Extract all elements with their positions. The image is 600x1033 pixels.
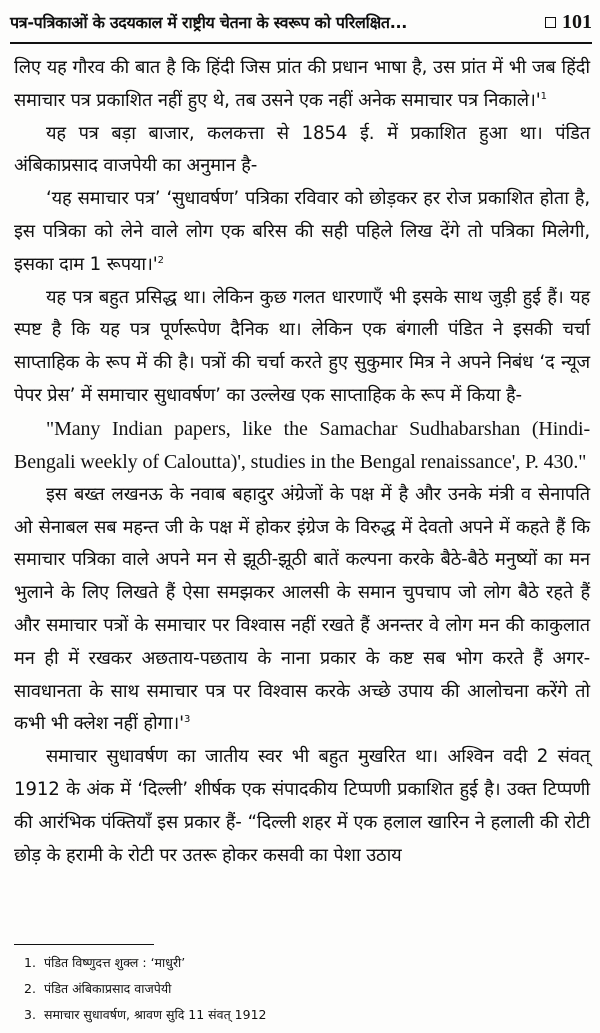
footnote-marker: 1: [540, 90, 547, 102]
paragraph-text: इस बख्त लखनऊ के नवाब बहादुर अंग्रेजों के पक्ष में है और उनके मंत्री व सेनापति ओ सेनाबल सब महन्त जी के पक्ष में होकर इंग्रेज के विरुद्ध में देवतो अपने में कहते हैं कि समाचार पत्रिका वाले अपने मन से झूठी-झूठी बातें कल्पना करके बैठे-बैठे मनुष्यों का मन भुलाने के लिए लिखते हैं ऐसा समझकर आलसी के समान चुपचाप जो लोग बैठे रहते हैं और समाचार पत्रों के समाचार पर विश्वास नहीं रखते हैं अनन्तर वे लोग मन की काकुलात मन ही में रखकर अछताय-पछताय के नाना प्रकार के कष्ट सब भोग करते हैं अगर-सावधानता के साथ समाचार पत्र पर विश्वास करके अच्छे उपाय की आलोचना करेंगे तो कभी भी क्लेश नहीं होगा।': [14, 483, 590, 735]
footnote-text: पंडित अंबिकाप्रसाद वाजपेयी: [44, 981, 172, 996]
paragraph-text: समाचार सुधावर्षण का जातीय स्वर भी बहुत मुखरित था। अश्विन वदी 2 संवत् 1912 के अंक में ‘दिल्ली’ शीर्षक एक संपादकीय टिप्पणी प्रकाशित हुई है। उक्त टिप्पणी की आरंभिक पंक्तियाँ इस प्रकार हैं- “दिल्ली शहर में एक हलाल खारिन ने हलाली की रोटी छोड़ के हरामी के रोटी पर उतरू होकर कसवी का पेशा उठाय: [14, 746, 590, 866]
paragraph-text: यह पत्र बड़ा बाजार, कलकत्ता से 1854 ई. में प्रकाशित हुआ था। पंडित अंबिकाप्रसाद वाजपेयी का अनुमान है-: [14, 122, 590, 177]
paragraph-7: [0, 741, 596, 872]
footnote-divider: [14, 944, 154, 945]
footnote-text: समाचार सुधावर्षण, श्रावण सुदि 11 संवत् 1912: [44, 1007, 267, 1022]
paragraph-text: "Many Indian papers, like the Samachar Sudhabarshan (Hindi-Bengali weekly of Caloutta)', studies in the Bengal renaissance', P. 430.": [14, 417, 590, 473]
footnote-number: 1.: [24, 955, 36, 970]
paragraph-text: लिए यह गौरव की बात है कि हिंदी जिस प्रांत की प्रधान भाषा है, उस प्रांत में भी जब हिंदी समाचार पत्र प्रकाशित नहीं हुए थे, तब उसने एक नहीं अनेक समाचार पत्र निकाले।': [14, 57, 590, 111]
running-title: पत्र-पत्रिकाओं के उदयकाल में राष्ट्रीय चेतना के स्वरूप को परिलक्षित...: [10, 13, 408, 32]
paragraph-text: ‘यह समाचार पत्र’ ‘सुधावर्षण’ पत्रिका रविवार को छोड़कर हर रोज प्रकाशित होता है, इस पत्रिका को लेने वाले लोग एक बरिस की सही पहिले लिख देंगे तो पत्रिका मिलेगी, इसका दाम 1 रूपया।': [14, 188, 590, 275]
paragraph-2: [0, 118, 596, 184]
footnote-3: [14, 1002, 574, 1028]
footnote-text: पंडित विष्णुदत्त शुक्ल : ‘माधुरी’: [44, 955, 186, 970]
footnote-1: [14, 950, 574, 976]
footnote-marker: 3: [183, 714, 191, 726]
english-quote: [0, 413, 596, 479]
footnotes: [14, 950, 574, 1028]
box-icon: [545, 17, 556, 28]
paragraph-6: [0, 479, 596, 741]
footnote-2: [14, 976, 574, 1002]
body-text: [0, 52, 596, 872]
paragraph-3: [0, 183, 596, 281]
paragraph-1: [0, 52, 596, 118]
page-number: 101: [562, 10, 592, 33]
page-header: [10, 2, 592, 44]
paragraph-4: [0, 282, 596, 413]
footnote-number: 3.: [24, 1007, 36, 1022]
paragraph-text: यह पत्र बहुत प्रसिद्ध था। लेकिन कुछ गलत धारणाएँ भी इसके साथ जुड़ी हुई हैं। यह स्पष्ट है कि यह पत्र पूर्णरूपेण दैनिक था। लेकिन एक बंगाली पंडित ने इसकी चर्चा साप्ताहिक के रूप में की है। पत्रों की चर्चा करते हुए सुकुमार मित्र ने अपने निबंध ‘द न्यूज पेपर प्रेस’ में समाचार सुधावर्षण’ का उल्लेख एक साप्ताहिक के रूप में किया है-: [14, 286, 590, 406]
footnote-number: 2.: [24, 981, 36, 996]
page-number-group: [545, 11, 592, 34]
footnote-marker: 2: [157, 254, 164, 266]
